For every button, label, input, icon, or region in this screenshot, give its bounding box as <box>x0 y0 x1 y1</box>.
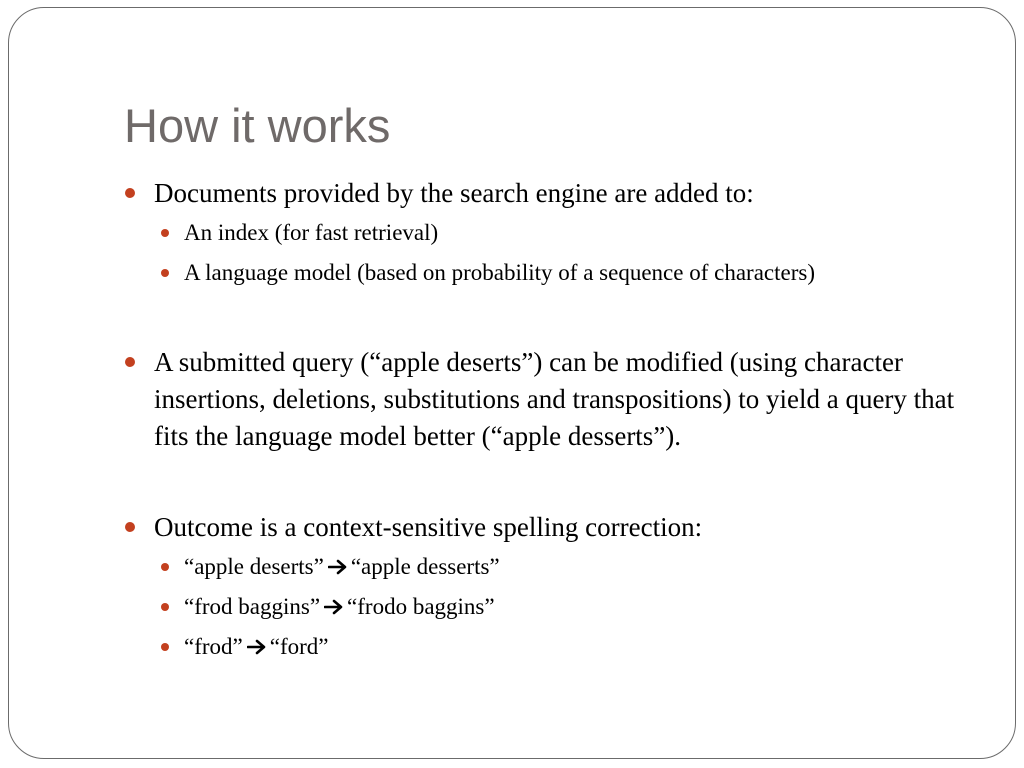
bullet-text: Documents provided by the search engine are added to: <box>154 178 754 208</box>
example-to: “frodo baggins” <box>347 594 495 619</box>
bullet-icon <box>125 357 135 367</box>
bullet-documents-added <box>154 175 984 212</box>
sub-bullet-index <box>184 218 984 248</box>
slide-title: How it works <box>124 99 391 152</box>
right-arrow-icon <box>328 559 348 575</box>
bullet-text: A submitted query (“apple deserts”) can be modified (using character insertions, deletions, substitutions and transpositions) to yield a query that fits the language model better (“apple desserts”). <box>154 347 955 451</box>
bullet-icon <box>161 603 169 611</box>
example-from: “frod” <box>184 634 243 659</box>
bullet-icon <box>161 229 169 237</box>
bullet-icon <box>161 269 169 277</box>
bullet-icon <box>161 563 169 571</box>
example-to: “apple desserts” <box>350 554 500 579</box>
example-to: “ford” <box>269 634 329 659</box>
right-arrow-icon <box>324 599 344 615</box>
bullet-icon <box>125 188 135 198</box>
example-frod-baggins <box>184 592 984 622</box>
sub-bullet-text: A language model (based on probability of a sequence of characters) <box>184 260 815 285</box>
bullet-icon <box>161 643 169 651</box>
example-from: “frod baggins” <box>184 594 321 619</box>
right-arrow-icon <box>247 639 267 655</box>
sub-bullet-text: An index (for fast retrieval) <box>184 220 439 245</box>
example-apple-deserts <box>184 552 984 582</box>
bullet-text: Outcome is a context-sensitive spelling correction: <box>154 512 703 542</box>
example-from: “apple deserts” <box>184 554 324 579</box>
bullet-outcome <box>154 509 984 546</box>
example-frod <box>184 632 984 662</box>
bullet-query-modified <box>154 344 984 455</box>
slide <box>8 7 1016 759</box>
sub-bullet-language-model <box>184 258 984 288</box>
bullet-icon <box>125 522 135 532</box>
